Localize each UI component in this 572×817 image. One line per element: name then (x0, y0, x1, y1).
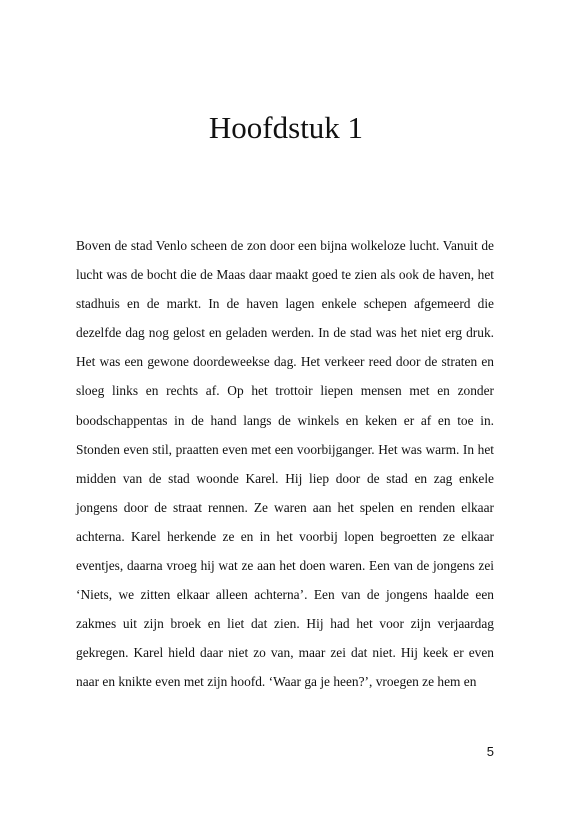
text-line: boodschappentas in de hand langs de winkels en keken er af en toe in. (76, 412, 494, 428)
chapter-title: Hoofdstuk 1 (208, 110, 364, 145)
text-line: Het was een gewone doordeweekse dag. Het verkeer reed door de straten en (76, 354, 494, 370)
text-line: lucht was de bocht die de Maas daar maakt goed te zien als ook de haven, het (76, 267, 494, 283)
page-number: 5 (486, 744, 494, 759)
text-line: midden van de stad woonde Karel. Hij liep door de stad en zag enkele (76, 470, 494, 486)
text-line: gekregen. Karel hield daar niet zo van, maar zei dat niet. Hij keek er even (76, 645, 494, 661)
text-line: Stonden even stil, praatten even met een voorbijganger. Het was warm. In het (76, 441, 494, 457)
text-line: jongens door de straat rennen. Ze waren aan het spelen en renden elkaar (76, 499, 494, 515)
text-line: Boven de stad Venlo scheen de zon door een bijna wolkeloze lucht. Vanuit de (76, 238, 494, 253)
text-line: stadhuis en de markt. In de haven lagen enkele schepen afgemeerd die (76, 296, 494, 312)
text-line: naar en knikte even met zijn hoofd. ‘Waar ga je heen?’, vroegen ze hem en (76, 674, 477, 690)
text-line: achterna. Karel herkende ze en in het voorbij lopen begroetten ze elkaar (76, 528, 494, 544)
text-line: ‘Niets, we zitten elkaar alleen achterna’. Een van de jongens haalde een (76, 587, 494, 603)
body-text (76, 234, 494, 700)
text-line: eventjes, daarna vroeg hij wat ze aan het doen waren. Een van de jongens zei (76, 558, 494, 574)
text-line: sloeg links en rechts af. Op het trottoir liepen mensen met en zonder (76, 383, 494, 399)
text-line: dezelfde dag nog gelost en geladen werden. In de stad was het niet erg druk. (76, 325, 494, 341)
text-line: zakmes uit zijn broek en liet dat zien. Hij had het voor zijn verjaardag (76, 616, 494, 632)
